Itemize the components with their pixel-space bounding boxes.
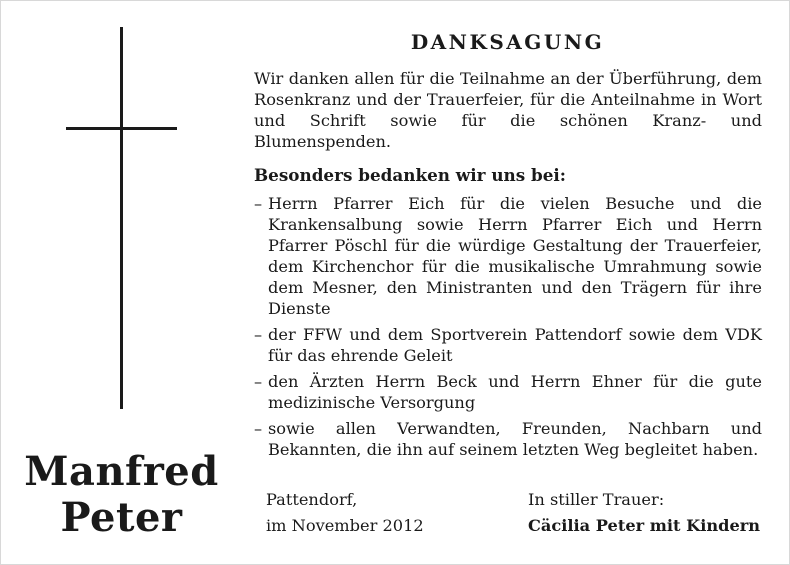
mourners-names: Cäcilia Peter mit Kindern	[528, 516, 761, 535]
list-dash: –	[254, 325, 263, 344]
list-item	[254, 371, 762, 413]
thanks-subheading: Besonders bedanken wir uns bei:	[254, 165, 566, 185]
list-item-text: sowie allen Verwandten, Freunden, Nachbarn und Bekannten, die ihn auf seinem letzten Weg begleitet haben.	[268, 419, 762, 459]
thanks-list	[254, 193, 762, 465]
list-item	[254, 418, 762, 460]
list-item	[254, 324, 762, 366]
intro-paragraph: Wir danken allen für die Teilnahme an der Überführung, dem Rosenkranz und der Trauerfeier, für die Anteilnahme in Wort und Schrift sowie für die schönen Kranz- und Blumenspenden.	[254, 69, 762, 151]
list-dash: –	[254, 372, 263, 391]
date: im November 2012	[266, 516, 424, 535]
deceased-first-name: Manfred	[24, 448, 219, 495]
place-date-block	[266, 487, 424, 539]
deceased-last-name: Peter	[60, 494, 183, 541]
place: Pattendorf,	[266, 490, 358, 509]
cross-icon-vertical-bar	[120, 27, 123, 409]
list-item-text: Herrn Pfarrer Eich für die vielen Besuche und die Krankensalbung sowie Herrn Pfarrer Eich und Herrn Pfarrer Pöschl für die würdige Gestaltung der Trauerfeier, dem Kirchenchor für die musikalische Umrahmung sowie dem Mesner, den Ministranten und den Trägern für ihre Dienste	[268, 194, 762, 318]
notice-title: DANKSAGUNG	[410, 30, 605, 54]
mourners-block	[528, 487, 760, 539]
list-item	[254, 193, 762, 319]
list-item-text: den Ärzten Herrn Beck und Herrn Ehner für die gute medizinische Versorgung	[268, 372, 762, 412]
list-dash: –	[254, 419, 263, 438]
mourning-label: In stiller Trauer:	[528, 490, 665, 509]
cross-icon-horizontal-bar	[66, 127, 177, 130]
list-dash: –	[254, 194, 263, 213]
list-item-text: der FFW und dem Sportverein Pattendorf sowie dem VDK für das ehrende Geleit	[268, 325, 762, 365]
